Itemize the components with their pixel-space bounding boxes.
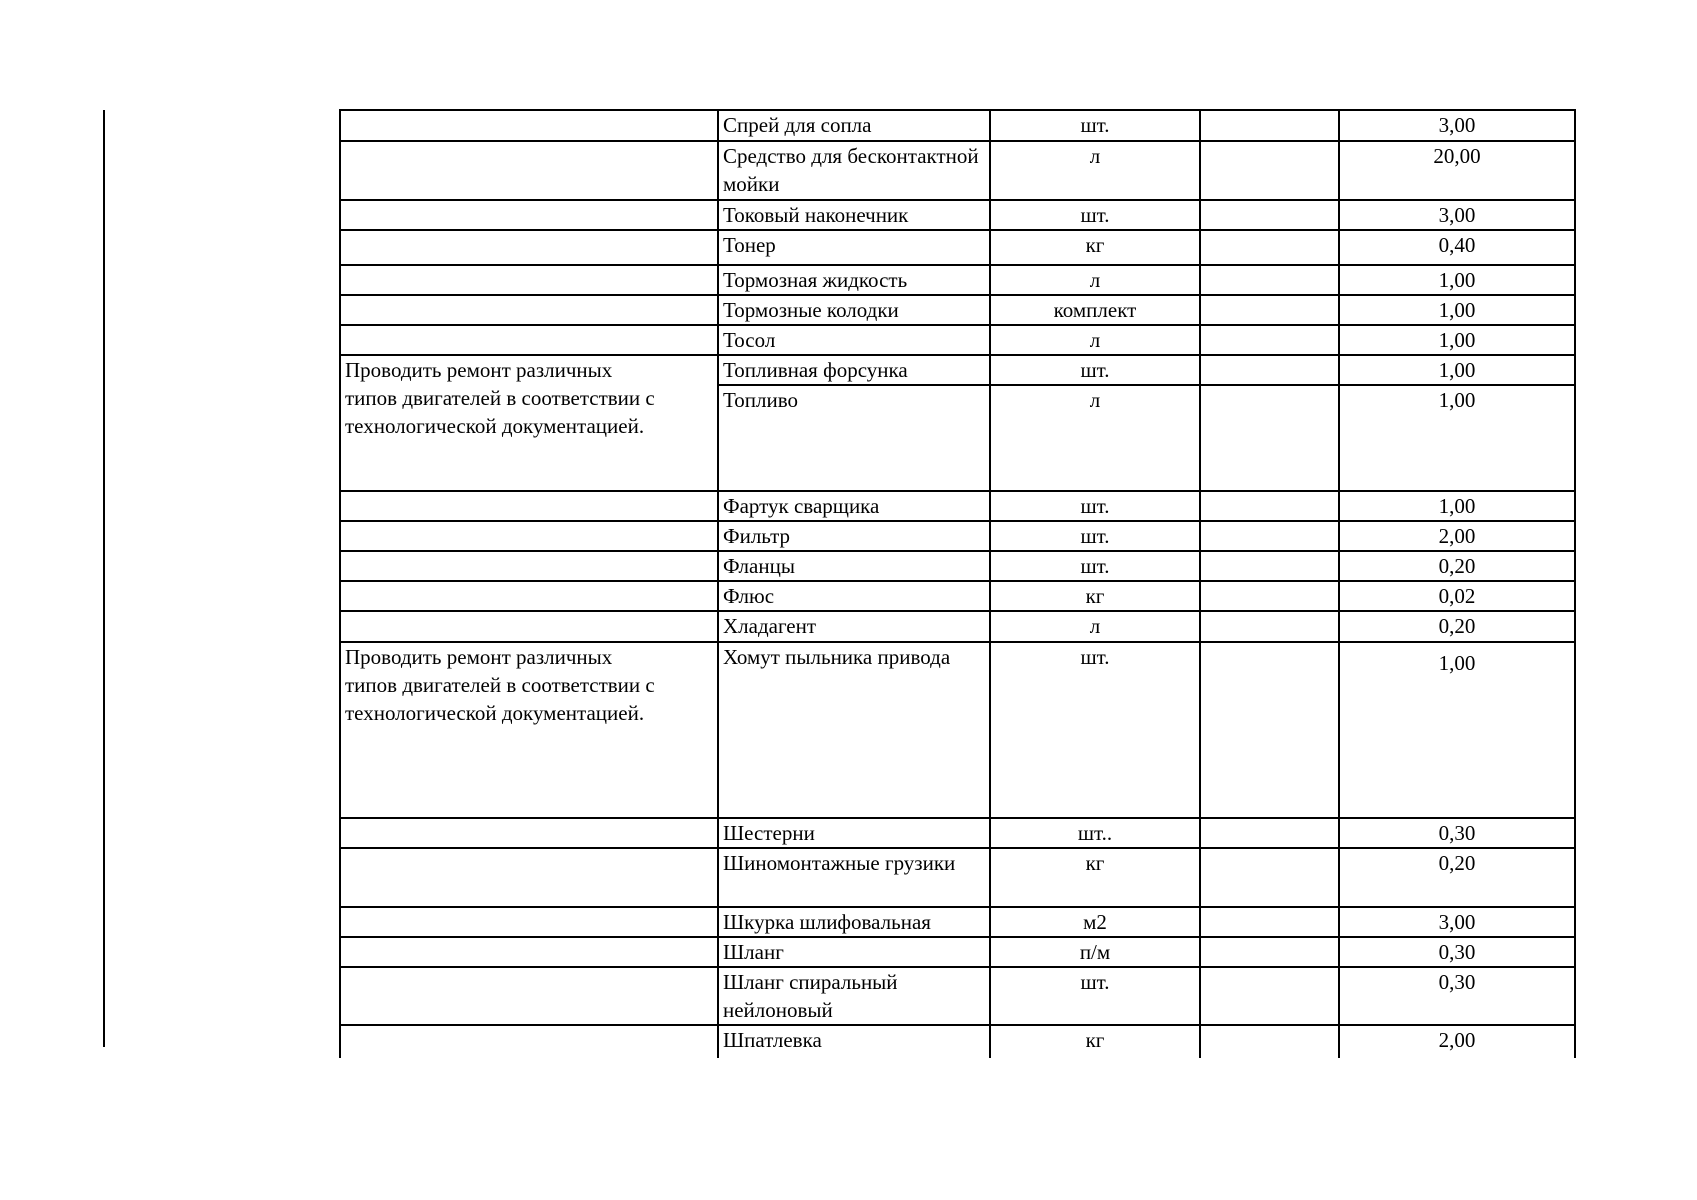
table-row (340, 642, 1575, 818)
table-row (340, 967, 1575, 1025)
quantity-cell: 0,20 (1339, 848, 1575, 907)
table-row (340, 907, 1575, 937)
activity-cell (340, 937, 718, 967)
quantity-cell: 1,00 (1339, 325, 1575, 355)
table-row (340, 491, 1575, 521)
activity-cell (340, 325, 718, 355)
activity-cell: Проводить ремонт различных типов двигателей в соответствии с технологической документацией. (340, 355, 718, 491)
activity-cell (340, 581, 718, 611)
empty-cell (1200, 818, 1339, 848)
unit-cell: шт.. (990, 818, 1200, 848)
material-name-cell: Шиномонтажные грузики (718, 848, 990, 907)
empty-cell (1200, 295, 1339, 325)
material-name-cell: Флюс (718, 581, 990, 611)
material-name-cell: Шланг спиральный нейлоновый (718, 967, 990, 1025)
quantity-cell: 3,00 (1339, 110, 1575, 141)
unit-cell: л (990, 141, 1200, 200)
page-margin-rule (103, 110, 105, 1047)
unit-cell: л (990, 265, 1200, 295)
quantity-cell: 3,00 (1339, 200, 1575, 230)
unit-cell: шт. (990, 355, 1200, 385)
activity-cell (340, 110, 718, 141)
empty-cell (1200, 1025, 1339, 1058)
unit-cell: л (990, 385, 1200, 491)
empty-cell (1200, 355, 1339, 385)
quantity-cell: 1,00 (1339, 385, 1575, 491)
material-name-cell: Тосол (718, 325, 990, 355)
unit-cell: шт. (990, 491, 1200, 521)
material-name-cell: Шпатлевка (718, 1025, 990, 1058)
activity-cell (340, 907, 718, 937)
empty-cell (1200, 110, 1339, 141)
material-name-cell: Спрей для сопла (718, 110, 990, 141)
unit-cell: шт. (990, 967, 1200, 1025)
material-name-cell: Хладагент (718, 611, 990, 642)
unit-cell: шт. (990, 200, 1200, 230)
activity-cell (340, 265, 718, 295)
table-row (340, 230, 1575, 265)
activity-cell (340, 818, 718, 848)
unit-cell: шт. (990, 521, 1200, 551)
materials-table (339, 109, 1576, 1058)
material-name-cell: Шланг (718, 937, 990, 967)
unit-cell: кг (990, 1025, 1200, 1058)
empty-cell (1200, 581, 1339, 611)
quantity-cell: 3,00 (1339, 907, 1575, 937)
empty-cell (1200, 230, 1339, 265)
table-row (340, 295, 1575, 325)
activity-cell (340, 551, 718, 581)
empty-cell (1200, 325, 1339, 355)
material-name-cell: Средство для бесконтактной мойки (718, 141, 990, 200)
activity-cell (340, 491, 718, 521)
material-name-cell: Токовый наконечник (718, 200, 990, 230)
activity-cell (340, 295, 718, 325)
material-name-cell: Тонер (718, 230, 990, 265)
material-name-cell: Фланцы (718, 551, 990, 581)
empty-cell (1200, 521, 1339, 551)
material-name-cell: Тормозные колодки (718, 295, 990, 325)
quantity-cell: 20,00 (1339, 141, 1575, 200)
quantity-cell: 0,30 (1339, 818, 1575, 848)
quantity-cell: 1,00 (1339, 491, 1575, 521)
empty-cell (1200, 385, 1339, 491)
material-name-cell: Тормозная жидкость (718, 265, 990, 295)
quantity-cell: 1,00 (1339, 295, 1575, 325)
table-row (340, 611, 1575, 642)
quantity-cell: 2,00 (1339, 521, 1575, 551)
empty-cell (1200, 265, 1339, 295)
empty-cell (1200, 611, 1339, 642)
quantity-cell: 1,00 (1339, 642, 1575, 818)
activity-cell (340, 521, 718, 551)
material-name-cell: Хомут пыльника привода (718, 642, 990, 818)
unit-cell: л (990, 325, 1200, 355)
table-row (340, 141, 1575, 200)
quantity-cell: 0,20 (1339, 611, 1575, 642)
unit-cell: л (990, 611, 1200, 642)
empty-cell (1200, 967, 1339, 1025)
empty-cell (1200, 551, 1339, 581)
table-row (340, 937, 1575, 967)
empty-cell (1200, 200, 1339, 230)
quantity-cell: 0,02 (1339, 581, 1575, 611)
unit-cell: шт. (990, 551, 1200, 581)
material-name-cell: Шкурка шлифовальная (718, 907, 990, 937)
quantity-cell: 0,30 (1339, 967, 1575, 1025)
activity-cell (340, 848, 718, 907)
activity-cell (340, 230, 718, 265)
material-name-cell: Топливная форсунка (718, 355, 990, 385)
material-name-cell: Шестерни (718, 818, 990, 848)
table-row (340, 110, 1575, 141)
table-row (340, 265, 1575, 295)
activity-cell (340, 611, 718, 642)
unit-cell: кг (990, 230, 1200, 265)
quantity-cell: 0,20 (1339, 551, 1575, 581)
empty-cell (1200, 848, 1339, 907)
table-row (340, 325, 1575, 355)
material-name-cell: Фильтр (718, 521, 990, 551)
quantity-cell: 0,30 (1339, 937, 1575, 967)
empty-cell (1200, 491, 1339, 521)
unit-cell: м2 (990, 907, 1200, 937)
unit-cell: кг (990, 848, 1200, 907)
quantity-cell: 1,00 (1339, 355, 1575, 385)
unit-cell: шт. (990, 110, 1200, 141)
empty-cell (1200, 907, 1339, 937)
unit-cell: п/м (990, 937, 1200, 967)
empty-cell (1200, 642, 1339, 818)
table-row (340, 848, 1575, 907)
table-row (340, 818, 1575, 848)
table-row (340, 521, 1575, 551)
unit-cell: шт. (990, 642, 1200, 818)
table-row (340, 200, 1575, 230)
activity-cell (340, 141, 718, 200)
quantity-cell: 1,00 (1339, 265, 1575, 295)
table-row (340, 551, 1575, 581)
quantity-cell: 0,40 (1339, 230, 1575, 265)
table-row (340, 581, 1575, 611)
quantity-cell: 2,00 (1339, 1025, 1575, 1058)
activity-cell (340, 1025, 718, 1058)
material-name-cell: Топливо (718, 385, 990, 491)
empty-cell (1200, 141, 1339, 200)
empty-cell (1200, 937, 1339, 967)
activity-cell: Проводить ремонт различных типов двигателей в соответствии с технологической документацией. (340, 642, 718, 818)
activity-cell (340, 967, 718, 1025)
unit-cell: комплект (990, 295, 1200, 325)
activity-cell (340, 200, 718, 230)
table-row (340, 355, 1575, 385)
unit-cell: кг (990, 581, 1200, 611)
material-name-cell: Фартук сварщика (718, 491, 990, 521)
table-row (340, 1025, 1575, 1058)
